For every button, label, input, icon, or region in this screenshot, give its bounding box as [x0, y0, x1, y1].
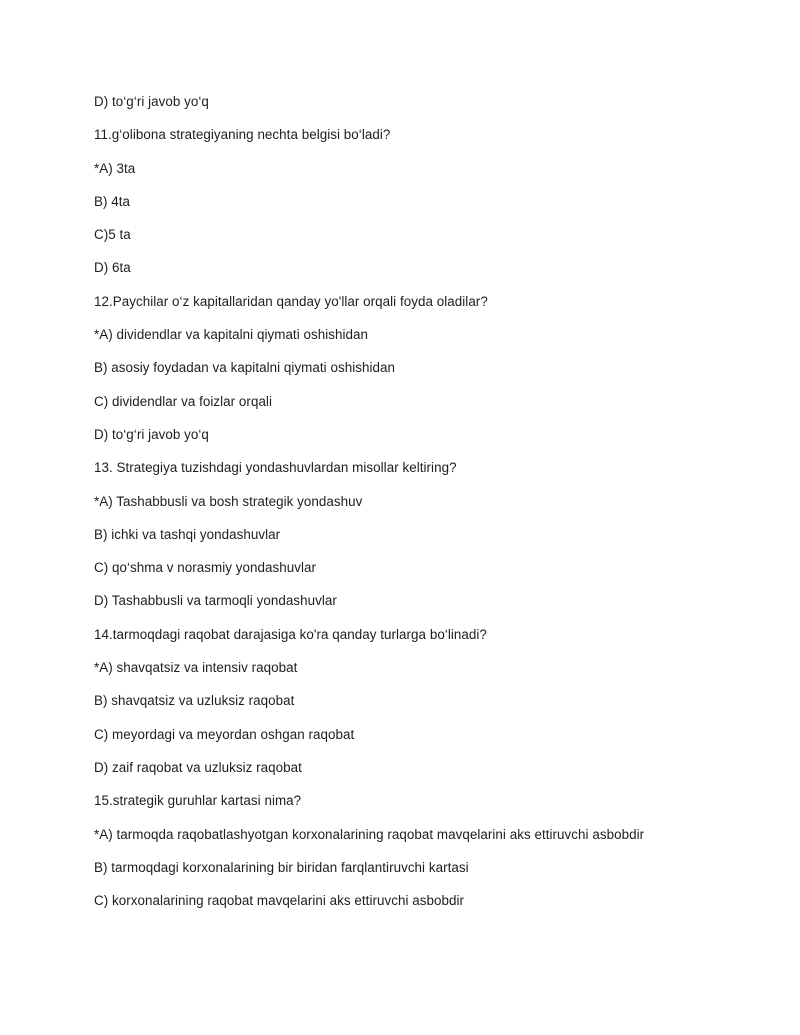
answer-option: D) 6ta — [94, 260, 131, 276]
answer-option: D) zaif raqobat va uzluksiz raqobat — [94, 759, 302, 775]
answer-option: D) to‘g‘ri javob yo‘q — [94, 426, 209, 442]
answer-option: B) tarmoqdagi korxonalarining bir biridan farqlantiruvchi kartasi — [94, 859, 469, 875]
question-text: 15.strategik guruhlar kartasi nima? — [94, 793, 302, 809]
answer-option: D) Tashabbusli va tarmoqli yondashuvlar — [94, 593, 337, 609]
quiz-text-block — [94, 92, 774, 924]
answer-option: B) asosiy foydadan va kapitalni qiymati oshishidan — [94, 360, 395, 376]
answer-option-correct: *A) 3ta — [94, 160, 136, 176]
answer-option: D) to‘g‘ri javob yo‘q — [94, 94, 209, 109]
answer-option: B) shavqatsiz va uzluksiz raqobat — [94, 693, 295, 709]
answer-option: B) 4ta — [94, 193, 131, 209]
question-text: 14.tarmoqdagi raqobat darajasiga ko'ra qanday turlarga bo‘linadi? — [94, 626, 487, 642]
answer-option: C)5 ta — [94, 227, 131, 243]
question-text: 13. Strategiya tuzishdagi yondashuvlardan misollar keltiring? — [94, 460, 457, 476]
answer-option-correct: *A) Tashabbusli va bosh strategik yondashuv — [94, 493, 363, 509]
answer-option-correct: *A) shavqatsiz va intensiv raqobat — [94, 660, 298, 676]
question-text: 12.Paychilar o‘z kapitallaridan qanday yo'llar orqali foyda oladilar? — [94, 293, 488, 309]
answer-option: C) qo‘shma v norasmiy yondashuvlar — [94, 560, 316, 576]
answer-option: C) dividendlar va foizlar orqali — [94, 393, 272, 409]
answer-option: C) korxonalarining raqobat mavqelarini aks ettiruvchi asbobdir — [94, 893, 465, 909]
answer-option-correct: *A) tarmoqda raqobatlashyotgan korxonalarining raqobat mavqelarini aks ettiruvchi asbobdir — [94, 826, 645, 842]
answer-option: B) ichki va tashqi yondashuvlar — [94, 526, 281, 542]
question-text: 11.g‘olibona strategiyaning nechta belgisi bo‘ladi? — [94, 127, 391, 143]
answer-option-correct: *A) dividendlar va kapitalni qiymati oshishidan — [94, 327, 369, 343]
answer-option: C) meyordagi va meyordan oshgan raqobat — [94, 726, 355, 742]
